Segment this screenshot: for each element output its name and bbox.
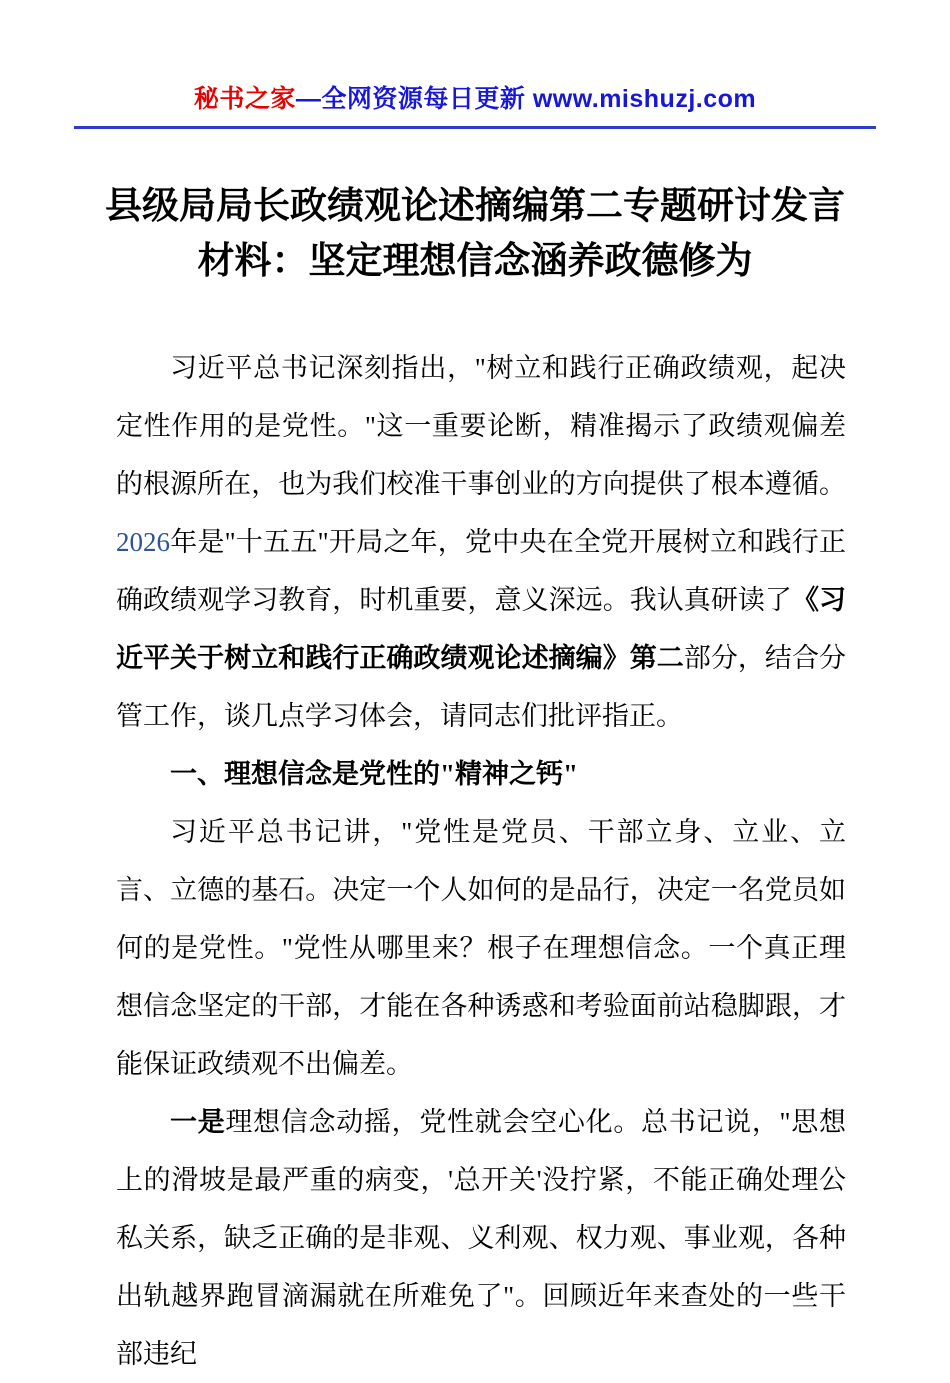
title-emphasis: 第二	[549, 186, 623, 227]
text-run: 年是"十五五"开局之年，党中央在全党开展树立和践行正确政绩观学习教育，时机重要，意义深远。我认真研读了	[116, 527, 846, 615]
text-run: 一、理想信念是党性的"精神之钙"	[170, 759, 578, 789]
site-header	[0, 84, 950, 114]
site-url-link[interactable]: www.mishuzj.com	[532, 85, 757, 113]
title-prefix: 县级局局长政绩观论述摘编	[105, 186, 549, 227]
section-heading	[116, 745, 846, 803]
text-run: 2026	[116, 527, 170, 557]
title-suffix: 专题研讨发言材料：坚定理想信念涵养政德修为	[197, 186, 845, 282]
site-tagline: —全网资源每日更新	[295, 85, 533, 113]
text-run: 一是	[170, 1107, 226, 1137]
text-run: 《习近平关于树立和践行正确政绩观论述摘编》第二	[116, 585, 847, 673]
text-run: 部分，结合分管工作，谈几点学习体会，请同志们批评指正。	[116, 643, 847, 731]
paragraph	[116, 339, 846, 745]
paragraph	[116, 803, 846, 1093]
document-body	[116, 339, 846, 1383]
text-run: 习近平总书记深刻指出，"树立和践行正确政绩观，起决定性作用的是党性。"这一重要论断，精准揭示了政绩观偏差的根源所在，也为我们校准干事创业的方向提供了根本遵循。	[116, 353, 846, 499]
site-brand: 秘书之家	[193, 85, 296, 113]
text-run: 理想信念动摇，党性就会空心化。总书记说，"思想上的滑坡是最严重的病变，'总开关'没拧紧，不能正确处理公私关系，缺乏正确的是非观、义利观、权力观、事业观，各种出轨越界跑冒滴漏就在所难免了"。回顾近年来查处的一些干部违纪	[116, 1107, 846, 1369]
text-run: 习近平总书记讲，"党性是党员、干部立身、立业、立言、立德的基石。决定一个人如何的是品行，决定一名党员如何的是党性。"党性从哪里来？根子在理想信念。一个真正理想信念坚定的干部，才能在各种诱惑和考验面前站稳脚跟，才能保证政绩观不出偏差。	[116, 817, 846, 1079]
document-title	[105, 179, 845, 289]
header-divider	[74, 126, 876, 129]
paragraph	[116, 1093, 846, 1383]
